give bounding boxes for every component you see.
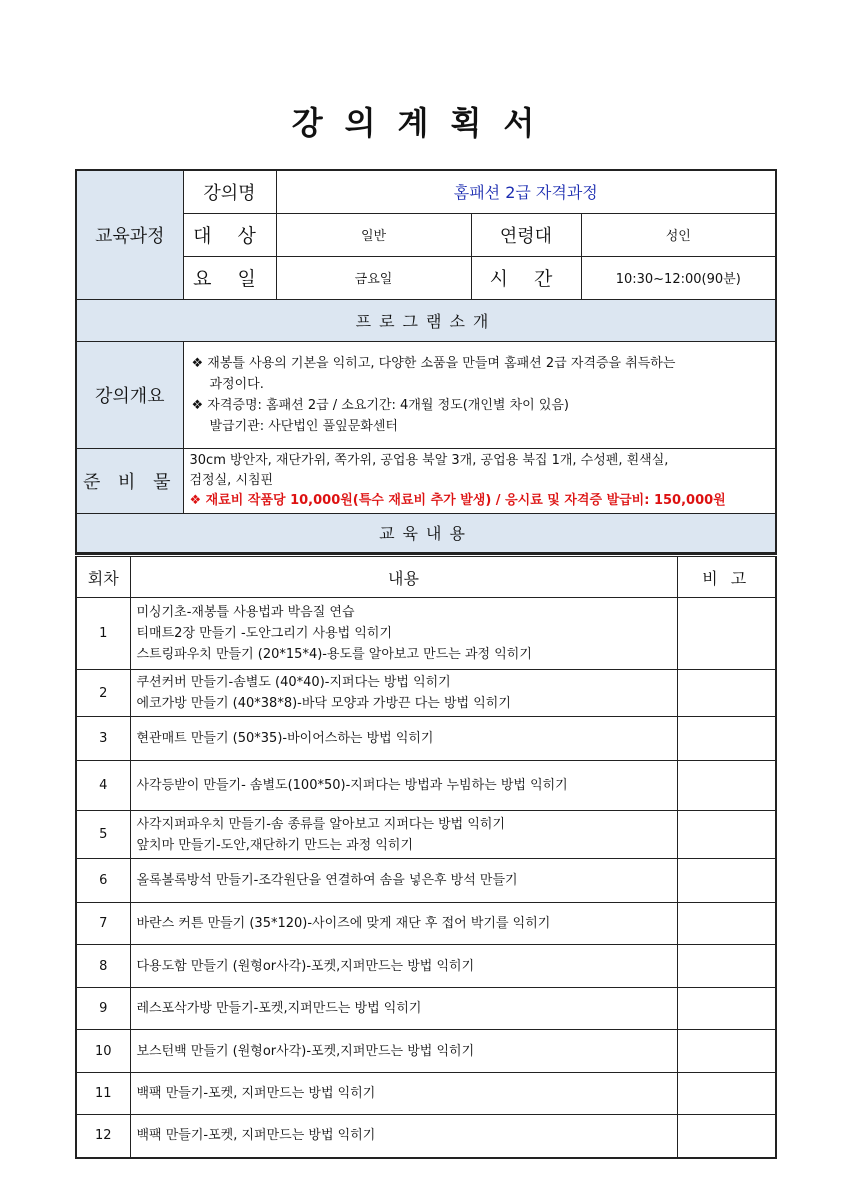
content-line: 티매트2장 만들기 -도안그리기 사용법 익히기 — [136, 626, 393, 641]
overview-line: 과정이다. — [209, 376, 264, 392]
content-line: 쿠션커버 만들기-솜별도 (40*40)-지퍼다는 방법 익히기 — [136, 675, 451, 690]
session-content — [130, 717, 677, 761]
table-row — [76, 859, 776, 903]
content-line: 바란스 커튼 만들기 (35*120)-사이즈에 맞게 재단 후 접어 박기를 익히기 — [136, 916, 551, 931]
content-line: 사각등받이 만들기- 솜별도(100*50)-지퍼다는 방법과 누빔하는 방법 익히기 — [136, 778, 568, 793]
overview-label: 강의개요 — [76, 341, 183, 448]
overview-line: ❖ 자격증명: 홈패션 2급 / 소요기간: 4개월 정도(개인별 차이 있음) — [191, 397, 570, 413]
program-header: 프로그램소개 — [76, 299, 776, 341]
session-content — [130, 945, 677, 988]
content-line: 레스포삭가방 만들기-포켓,지퍼만드는 방법 익히기 — [136, 1001, 422, 1016]
table-row — [76, 670, 776, 717]
session-note — [677, 1073, 776, 1115]
session-number: 5 — [76, 811, 130, 859]
content-line: 다용도함 만들기 (원형or사각)-포켓,지퍼만드는 방법 익히기 — [136, 958, 475, 974]
session-content — [130, 859, 677, 903]
materials-line: 검정실, 시침핀 — [189, 472, 274, 488]
session-content — [130, 903, 677, 945]
session-number: 7 — [76, 903, 130, 945]
table-row — [76, 988, 776, 1030]
content-line: 보스턴백 만들기 (원형or사각)-포켓,지퍼만드는 방법 익히기 — [136, 1043, 475, 1059]
overview-content — [183, 341, 776, 448]
column-header-session: 회차 — [76, 556, 130, 598]
content-line: 현관매트 만들기 (50*35)-바이어스하는 방법 익히기 — [136, 731, 434, 746]
session-number: 6 — [76, 859, 130, 903]
session-content — [130, 1073, 677, 1115]
day-value: 금요일 — [276, 256, 471, 299]
session-number: 10 — [76, 1030, 130, 1073]
session-number: 11 — [76, 1073, 130, 1115]
session-note — [677, 903, 776, 945]
curriculum-header: 교육내용 — [76, 513, 776, 553]
course-name-label: 강의명 — [183, 170, 276, 213]
day-label: 요 일 — [183, 256, 276, 299]
table-row — [76, 945, 776, 988]
session-content — [130, 1030, 677, 1073]
content-line: 백팩 만들기-포켓, 지퍼만드는 방법 익히기 — [136, 1086, 376, 1101]
session-note — [677, 945, 776, 988]
fee-note: ❖ 재료비 작품당 10,000원(특수 재료비 추가 발생) / 응시료 및 자격증 발급비: 150,000원 — [189, 492, 726, 508]
table-row — [76, 903, 776, 945]
session-note — [677, 670, 776, 717]
time-label: 시 간 — [471, 256, 581, 299]
table-row — [76, 811, 776, 859]
session-note — [677, 598, 776, 670]
materials-content — [183, 448, 776, 513]
session-note — [677, 988, 776, 1030]
table-row — [76, 1115, 776, 1158]
course-name-value: 홈패션 2급 자격과정 — [276, 170, 776, 213]
time-value: 10:30~12:00(90분) — [581, 256, 776, 299]
session-content — [130, 761, 677, 811]
overview-line: ❖ 재봉틀 사용의 기본을 익히고, 다양한 소품을 만들며 홈패션 2급 자격증을 취득하는 — [191, 355, 676, 371]
target-value: 일반 — [276, 213, 471, 256]
content-line: 앞치마 만들기-도안,재단하기 만드는 과정 익히기 — [136, 837, 414, 853]
session-note — [677, 859, 776, 903]
table-row — [76, 1030, 776, 1073]
course-info-table — [75, 169, 777, 554]
age-label: 연령대 — [471, 213, 581, 256]
session-content — [130, 598, 677, 670]
session-note — [677, 1030, 776, 1073]
session-number: 3 — [76, 717, 130, 761]
content-line: 에코가방 만들기 (40*38*8)-바닥 모양과 가방끈 다는 방법 익히기 — [136, 696, 511, 711]
column-header-note: 비 고 — [677, 556, 776, 598]
content-line: 스트링파우치 만들기 (20*15*4)-용도를 알아보고 만드는 과정 익히기 — [136, 647, 532, 662]
session-number: 12 — [76, 1115, 130, 1158]
materials-line: 30cm 방안자, 재단가위, 쪽가위, 공업용 북알 3개, 공업용 북집 1개, 수성펜, 흰색실, — [189, 452, 669, 468]
session-number: 2 — [76, 670, 130, 717]
session-note — [677, 811, 776, 859]
content-line: 미싱기초-재봉틀 사용법과 박음질 연습 — [136, 605, 355, 620]
content-line: 백팩 만들기-포켓, 지퍼만드는 방법 익히기 — [136, 1128, 376, 1144]
page-title: 강의계획서 — [291, 104, 557, 142]
session-content — [130, 988, 677, 1030]
table-row — [76, 1073, 776, 1115]
age-value: 성인 — [581, 213, 776, 256]
session-content — [130, 670, 677, 717]
session-note — [677, 1115, 776, 1158]
materials-label: 준 비 물 — [76, 448, 183, 513]
column-header-content: 내용 — [130, 556, 677, 598]
table-row — [76, 761, 776, 811]
session-note — [677, 761, 776, 811]
session-number: 9 — [76, 988, 130, 1030]
table-row — [76, 598, 776, 670]
curriculum-table — [75, 554, 777, 1159]
course-section-label: 교육과정 — [76, 170, 183, 299]
session-number: 4 — [76, 761, 130, 811]
session-note — [677, 717, 776, 761]
table-row — [76, 717, 776, 761]
overview-line: 발급기관: 사단법인 풀잎문화센터 — [209, 418, 398, 434]
content-line: 올록볼록방석 만들기-조각원단을 연결하여 솜을 넣은후 방석 만들기 — [136, 873, 518, 888]
session-number: 8 — [76, 945, 130, 988]
session-content — [130, 811, 677, 859]
session-number: 1 — [76, 598, 130, 670]
session-content — [130, 1115, 677, 1158]
content-line: 사각지퍼파우치 만들기-솜 종류를 알아보고 지퍼다는 방법 익히기 — [136, 816, 506, 832]
target-label: 대 상 — [183, 213, 276, 256]
